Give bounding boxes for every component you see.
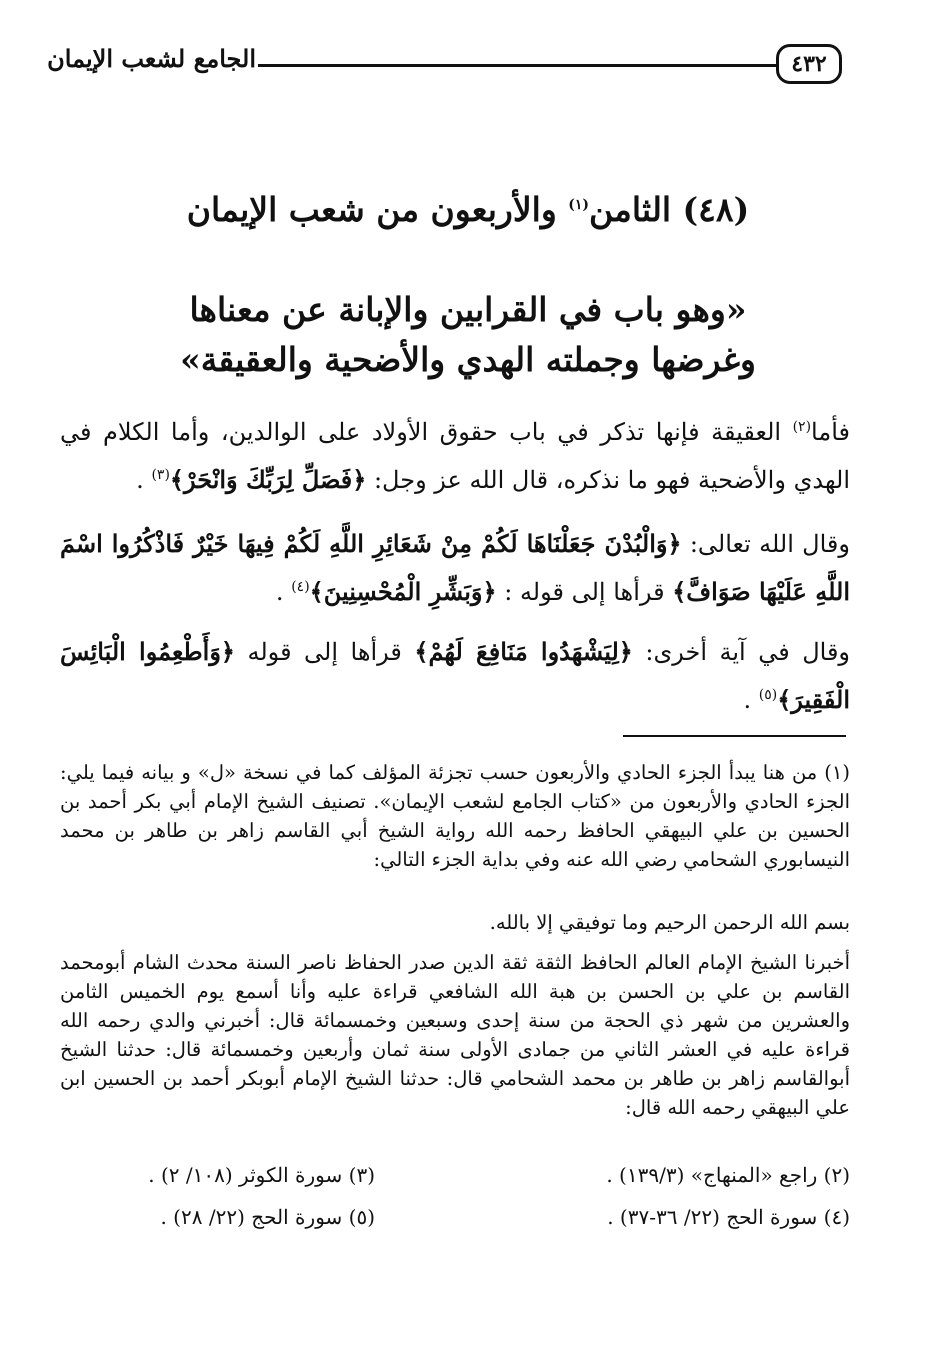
header-rule <box>258 64 776 67</box>
quran-verse: ﴿وَبَشِّرِ الْمُحْسِنِينَ﴾ <box>309 577 497 606</box>
paragraph-2 <box>60 520 850 616</box>
p1-text-b: العقيقة فإنها تذكر في باب حقوق الأولاد على الوالدين، وأما الكلام في الهدي والأضحية فهو ما نذكره، قال الله عز وجل: <box>60 418 850 494</box>
chapter-heading <box>100 190 836 229</box>
page-number-badge <box>776 44 842 84</box>
p2-text-a: وقال الله تعالى: <box>681 530 850 558</box>
footnote-1-basmala: بسم الله الرحمن الرحيم وما توفيقي إلا بالله. <box>489 911 850 934</box>
footnote-row <box>60 1163 850 1193</box>
quran-verse: ﴿لِيَشْهَدُوا مَنَافِعَ لَهُمْ﴾ <box>414 637 633 666</box>
running-header-title: الجامع لشعب الإيمان <box>47 44 256 73</box>
footnote-ref-3: (٣) <box>151 467 170 483</box>
p3-text-b: قرأها إلى قوله <box>234 638 415 666</box>
footnote-4: (٤) سورة الحج (٢٢/ ٣٦-٣٧) . <box>607 1205 850 1229</box>
chapter-heading-suffix: والأربعون من شعب الإيمان <box>186 190 569 229</box>
footnote-ref-5: (٥) <box>758 687 778 703</box>
quran-verse: ﴿وَأَطْعِمُوا الْبَائِسَ الْفَقِيرَ﴾ <box>60 637 850 714</box>
p3-text-a: وقال في آية أخرى: <box>632 638 851 666</box>
footnote-ref-1: (١) <box>568 197 590 213</box>
p2-end: . <box>275 578 284 606</box>
quran-verse: ﴿فَصَلِّ لِرَبِّكَ وَانْحَرْ﴾ <box>169 465 367 494</box>
p1-end: . <box>136 466 144 494</box>
chapter-heading-prefix: (٤٨) الثامن <box>589 190 750 229</box>
page-number: ٤٣٢ <box>791 51 827 77</box>
footnote-separator <box>623 735 846 737</box>
p1-text-a: فأما <box>811 418 850 446</box>
footnote-ref-2: (٢) <box>792 419 812 435</box>
footnote-3: (٣) سورة الكوثر (١٠٨/ ٢) . <box>148 1163 375 1187</box>
paragraph-3 <box>60 628 850 724</box>
chapter-subtitle-line-1: «وهو باب في القرابين والإبانة عن معناها <box>189 290 747 329</box>
quran-verse: ﴿وَالْبُدْنَ جَعَلْنَاهَا لَكُمْ مِنْ شَعَائِرِ اللَّهِ لَكُمْ فِيهَا خَيْرٌ فَاذْكُرُوا اسْمَ اللَّهِ عَلَيْهَا صَوَافَّ﴾ <box>60 529 850 606</box>
footnote-ref-4: (٤) <box>291 579 310 595</box>
footnote-5: (٥) سورة الحج (٢٢/ ٢٨) . <box>160 1205 375 1229</box>
footnote-1-text: (١) من هنا يبدأ الجزء الحادي والأربعون حسب تجزئة المؤلف كما في نسخة «ل» و بيانه فيما يلي: الجزء الحادي والأربعون من «كتاب الجامع لشعب الإيمان». تصنيف الشيخ الإمام أبي بكر أحمد بن الحسين بن علي البيهقي الحافظ رحمه الله رواية الشيخ أبي القاسم زاهر بن طاهر بن محمد النيسابوري الشحامي رضي الله عنه وفي بداية الجزء التالي: <box>60 761 850 871</box>
p3-end: . <box>743 686 752 714</box>
footnote-row <box>60 1205 850 1235</box>
p2-text-b: قرأها إلى قوله : <box>496 578 673 606</box>
footnote-1-isnad: أخبرنا الشيخ الإمام العالم الحافظ الثقة ثقة الدين صدر الحفاظ ناصر السنة محدث الشام أبومحمد القاسم بن علي بن الحسن بن هبة الله الشافعي قراءة عليه وأنا أسمع يوم الخميس الثامن والعشرين من شهر ذي الحجة من سنة إحدى وسبعين وخمسمائة قال: أخبرني والدي رحمه الله قراءة عليه في العشر الثاني من جمادى الأولى سنة ثمان وأربعين وخمسمائة قال: حدثنا الشيخ أبوالقاسم زاهر بن طاهر بن محمد الشحامي قال: حدثنا الشيخ الإمام أبوبكر أحمد بن الحسين ابن علي البيهقي رحمه الله قال: <box>60 951 850 1119</box>
chapter-subtitle-line-2: وغرضها وجملته الهدي والأضحية والعقيقة» <box>180 340 756 379</box>
paragraph-1 <box>60 408 850 504</box>
footnote-2: (٢) راجع «المنهاج» (١٣٩/٣) . <box>606 1163 850 1187</box>
